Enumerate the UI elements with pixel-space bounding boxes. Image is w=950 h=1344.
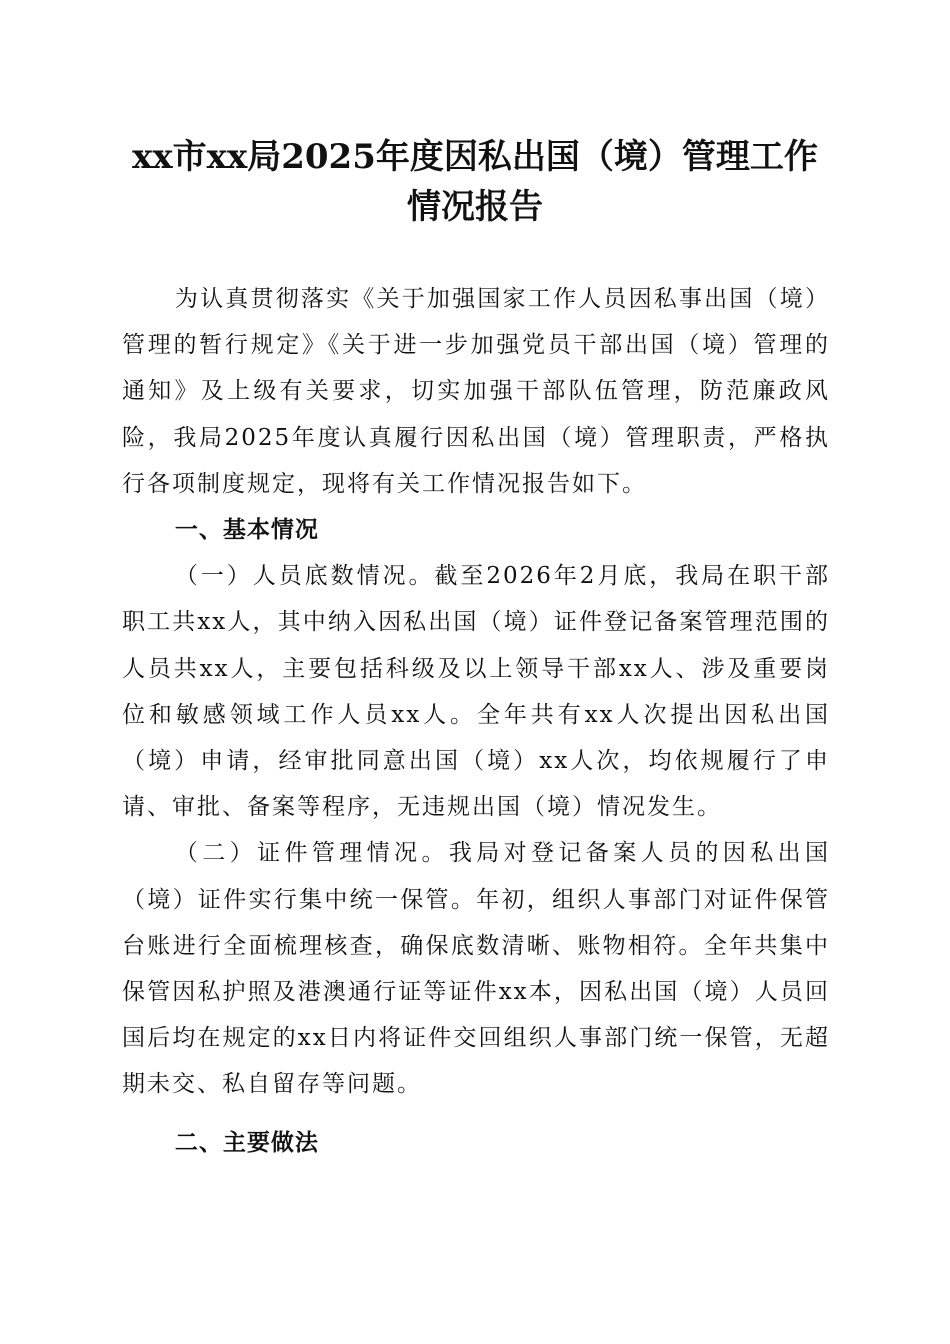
title-line-2: 情况报告 [407,187,543,227]
paragraph-certificate-management: （二）证件管理情况。我局对登记备案人员的因私出国（境）证件实行集中统一保管。年初，组织人事部门对证件保管台账进行全面梳理核查，确保底数清晰、账物相符。全年共集中保管因私护照及港澳通行证等证件xx本，因私出国（境）人员回国后均在规定的xx日内将证件交回组织人事部门统一保管，无超期未交、私自留存等问题。 [122,840,830,1098]
document-title [100,132,850,232]
intro-paragraph: 为认真贯彻落实《关于加强国家工作人员因私事出国（境）管理的暂行规定》《关于进一步加强党员干部出国（境）管理的通知》及上级有关要求，切实加强干部队伍管理，防范廉政风险，我局2025年度认真履行因私出国（境）管理职责，严格执行各项制度规定，现将有关工作情况报告如下。 [122,286,830,497]
title-line-1: xx市xx局2025年度因私出国（境）管理工作 [132,137,818,177]
document-body [122,276,830,1166]
section-heading-basic-situation: 一、基本情况 [174,517,319,544]
section-heading-main-practices: 二、主要做法 [174,1129,319,1156]
paragraph-personnel-count: （一）人员底数情况。截至2026年2月底，我局在职干部职工共xx人，其中纳入因私出国（境）证件登记备案管理范围的人员共xx人，主要包括科级及以上领导干部xx人、涉及重要岗位和敏感领域工作人员xx人。全年共有xx人次提出因私出国（境）申请，经审批同意出国（境）xx人次，均依规履行了申请、审批、备案等程序，无违规出国（境）情况发生。 [122,563,830,821]
